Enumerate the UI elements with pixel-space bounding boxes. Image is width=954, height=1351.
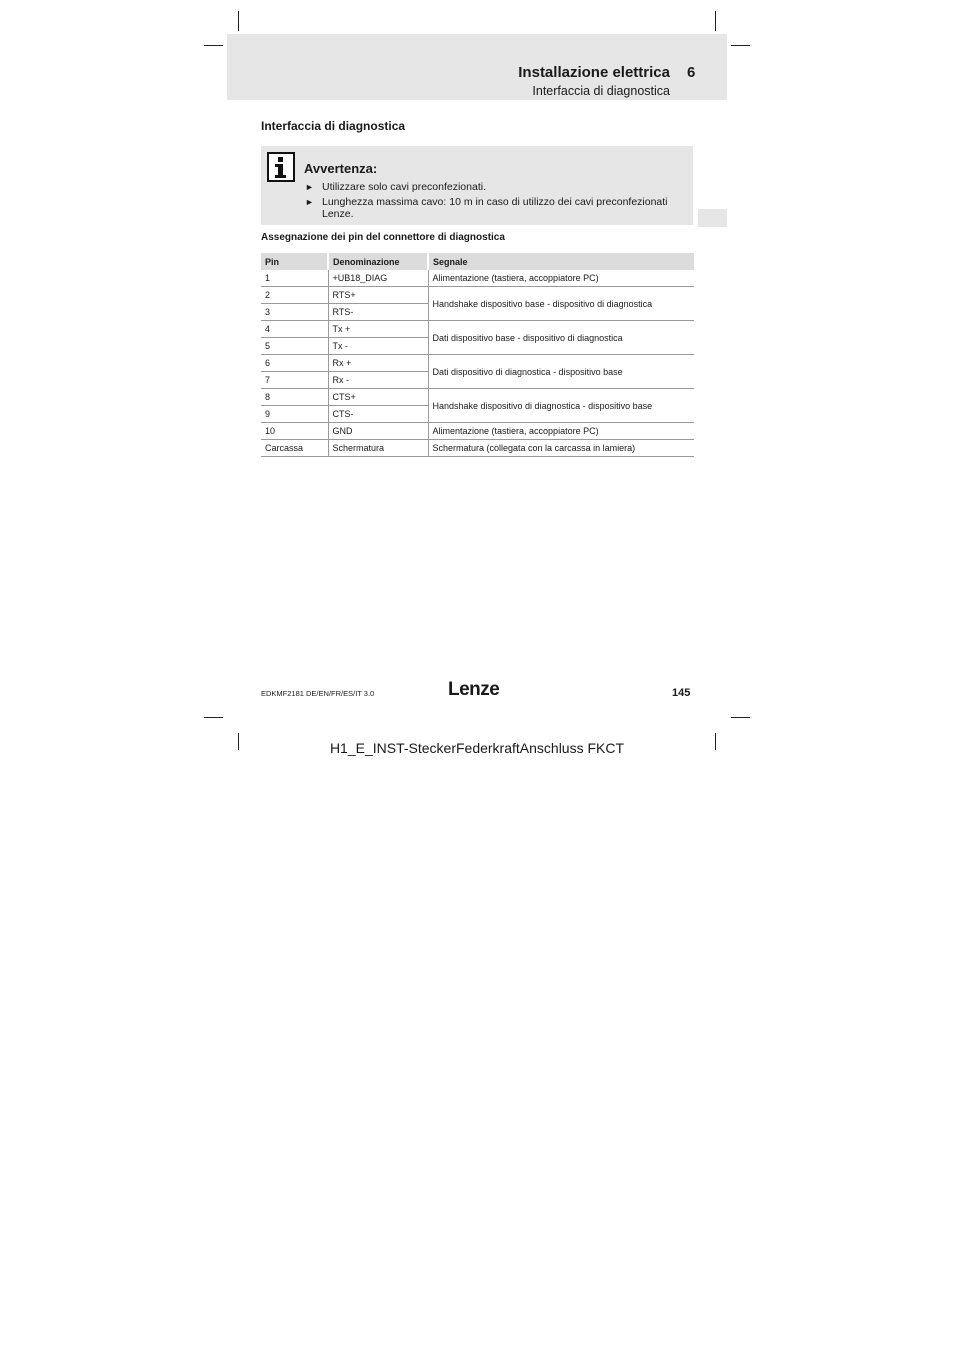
pin-cell: 5 [261, 338, 328, 355]
note-list [304, 181, 689, 223]
pin-cell: 2 [261, 287, 328, 304]
pin-cell: 9 [261, 406, 328, 423]
name-cell: CTS+ [328, 389, 428, 406]
document-code: EDKMF2181 DE/EN/FR/ES/IT 3.0 [261, 689, 375, 698]
table-row [261, 355, 694, 372]
table-row [261, 389, 694, 406]
list-item [304, 181, 689, 194]
info-icon [267, 152, 295, 182]
note-box [261, 146, 693, 225]
signal-cell: Handshake dispositivo base - dispositivo di diagnostica [428, 287, 694, 321]
signal-cell: Dati dispositivo base - dispositivo di diagnostica [428, 321, 694, 355]
chapter-subtitle: Interfaccia di diagnostica [532, 84, 670, 98]
crop-mark [731, 717, 750, 718]
name-cell: +UB18_DIAG [328, 270, 428, 287]
table-row [261, 287, 694, 304]
table-row [261, 321, 694, 338]
note-item-text: Utilizzare solo cavi preconfezionati. [322, 181, 486, 193]
table-row [261, 423, 694, 440]
table-header-row [261, 253, 694, 270]
table-caption: Assegnazione dei pin del connettore di diagnostica [261, 232, 505, 243]
file-caption: H1_E_INST-SteckerFederkraftAnschluss FKCT [329, 740, 625, 756]
note-item-text: Lunghezza massima cavo: 10 m in caso di utilizzo dei cavi preconfezionati Lenze. [322, 195, 668, 220]
pin-cell: 7 [261, 372, 328, 389]
pin-cell: 10 [261, 423, 328, 440]
crop-mark [204, 717, 223, 718]
column-header-pin: Pin [261, 253, 328, 270]
column-header-name: Denominazione [328, 253, 428, 270]
bullet-arrow-icon: ► [305, 196, 314, 207]
bullet-arrow-icon: ► [305, 182, 314, 192]
name-cell: Tx + [328, 321, 428, 338]
name-cell: Rx - [328, 372, 428, 389]
lenze-logo: Lenze [448, 679, 500, 700]
signal-cell: Alimentazione (tastiera, accoppiatore PC) [428, 423, 694, 440]
pin-cell: 8 [261, 389, 328, 406]
pin-cell: 1 [261, 270, 328, 287]
page-number: 145 [672, 687, 691, 699]
name-cell: GND [328, 423, 428, 440]
crop-mark [238, 11, 239, 31]
crop-mark [715, 11, 716, 31]
chapter-side-tab [698, 209, 727, 227]
signal-cell: Handshake dispositivo di diagnostica - dispositivo base [428, 389, 694, 423]
list-item [304, 196, 689, 221]
section-title: Interfaccia di diagnostica [261, 119, 406, 133]
crop-mark [204, 45, 223, 46]
pin-assignment-table [261, 253, 694, 457]
note-title: Avvertenza: [304, 161, 378, 176]
pin-cell: 3 [261, 304, 328, 321]
signal-cell: Dati dispositivo di diagnostica - dispositivo base [428, 355, 694, 389]
chapter-number: 6 [687, 64, 696, 81]
name-cell: Schermatura [328, 440, 428, 457]
signal-cell: Schermatura (collegata con la carcassa in lamiera) [428, 440, 694, 457]
column-header-signal: Segnale [428, 253, 694, 270]
signal-cell: Alimentazione (tastiera, accoppiatore PC) [428, 270, 694, 287]
pin-cell: Carcassa [261, 440, 328, 457]
name-cell: Tx - [328, 338, 428, 355]
table-row [261, 270, 694, 287]
name-cell: Rx + [328, 355, 428, 372]
table-row [261, 440, 694, 457]
crop-mark [731, 45, 750, 46]
pin-cell: 6 [261, 355, 328, 372]
name-cell: CTS- [328, 406, 428, 423]
chapter-title: Installazione elettrica [518, 64, 670, 81]
name-cell: RTS- [328, 304, 428, 321]
pin-cell: 4 [261, 321, 328, 338]
name-cell: RTS+ [328, 287, 428, 304]
